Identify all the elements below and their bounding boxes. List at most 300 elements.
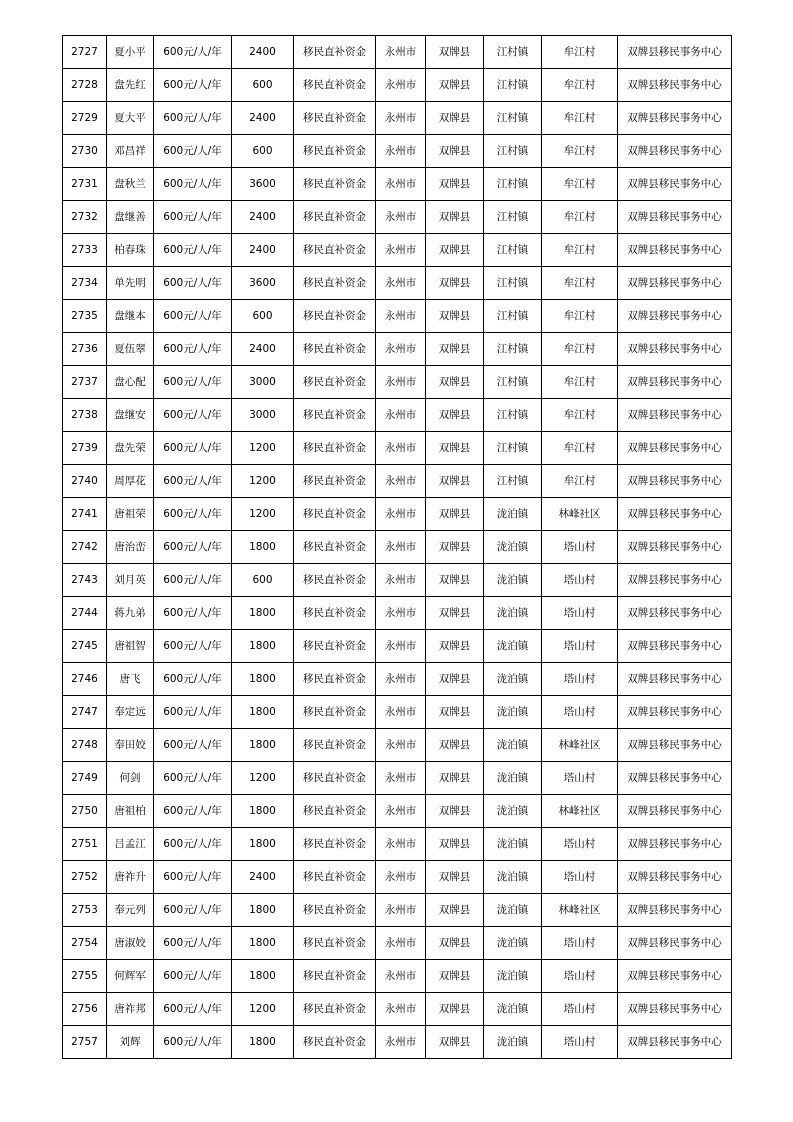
town-cell: 泷泊镇 [484, 531, 542, 564]
city-cell: 永州市 [376, 300, 426, 333]
fund-type-cell: 移民直补资金 [294, 960, 376, 993]
village-cell: 牟江村 [542, 69, 618, 102]
issuing-agency-cell: 双牌县移民事务中心 [618, 498, 732, 531]
subsidy-standard-cell: 600元/人/年 [154, 531, 232, 564]
serial-number-cell: 2734 [63, 267, 107, 300]
county-cell: 双牌县 [426, 465, 484, 498]
subsidy-standard-cell: 600元/人/年 [154, 663, 232, 696]
serial-number-cell: 2744 [63, 597, 107, 630]
subsidy-standard-cell: 600元/人/年 [154, 366, 232, 399]
city-cell: 永州市 [376, 663, 426, 696]
table-row [63, 300, 732, 333]
table-row [63, 762, 732, 795]
city-cell: 永州市 [376, 168, 426, 201]
city-cell: 永州市 [376, 36, 426, 69]
serial-number-cell: 2741 [63, 498, 107, 531]
village-cell: 牟江村 [542, 135, 618, 168]
amount-cell: 3600 [232, 267, 294, 300]
county-cell: 双牌县 [426, 828, 484, 861]
issuing-agency-cell: 双牌县移民事务中心 [618, 267, 732, 300]
table-row [63, 399, 732, 432]
amount-cell: 600 [232, 135, 294, 168]
village-cell: 林峰社区 [542, 894, 618, 927]
serial-number-cell: 2752 [63, 861, 107, 894]
city-cell: 永州市 [376, 630, 426, 663]
table-row [63, 102, 732, 135]
city-cell: 永州市 [376, 69, 426, 102]
issuing-agency-cell: 双牌县移民事务中心 [618, 960, 732, 993]
town-cell: 江村镇 [484, 432, 542, 465]
town-cell: 泷泊镇 [484, 696, 542, 729]
fund-type-cell: 移民直补资金 [294, 399, 376, 432]
amount-cell: 3600 [232, 168, 294, 201]
village-cell: 牟江村 [542, 102, 618, 135]
village-cell: 林峰社区 [542, 498, 618, 531]
serial-number-cell: 2745 [63, 630, 107, 663]
serial-number-cell: 2742 [63, 531, 107, 564]
village-cell: 塔山村 [542, 597, 618, 630]
table-row [63, 498, 732, 531]
name-cell: 盘先荣 [107, 432, 154, 465]
amount-cell: 1800 [232, 630, 294, 663]
amount-cell: 1800 [232, 1026, 294, 1059]
county-cell: 双牌县 [426, 234, 484, 267]
village-cell: 塔山村 [542, 663, 618, 696]
table-row [63, 729, 732, 762]
county-cell: 双牌县 [426, 564, 484, 597]
name-cell: 夏小平 [107, 36, 154, 69]
fund-type-cell: 移民直补资金 [294, 366, 376, 399]
amount-cell: 1800 [232, 960, 294, 993]
subsidy-standard-cell: 600元/人/年 [154, 795, 232, 828]
fund-type-cell: 移民直补资金 [294, 795, 376, 828]
amount-cell: 600 [232, 564, 294, 597]
subsidy-standard-cell: 600元/人/年 [154, 960, 232, 993]
county-cell: 双牌县 [426, 597, 484, 630]
village-cell: 塔山村 [542, 993, 618, 1026]
county-cell: 双牌县 [426, 69, 484, 102]
subsidy-standard-cell: 600元/人/年 [154, 564, 232, 597]
village-cell: 塔山村 [542, 630, 618, 663]
amount-cell: 1800 [232, 696, 294, 729]
town-cell: 江村镇 [484, 135, 542, 168]
amount-cell: 1800 [232, 927, 294, 960]
city-cell: 永州市 [376, 927, 426, 960]
county-cell: 双牌县 [426, 333, 484, 366]
table-row [63, 366, 732, 399]
table-row [63, 663, 732, 696]
serial-number-cell: 2728 [63, 69, 107, 102]
county-cell: 双牌县 [426, 762, 484, 795]
city-cell: 永州市 [376, 960, 426, 993]
village-cell: 牟江村 [542, 234, 618, 267]
amount-cell: 1200 [232, 465, 294, 498]
table-row [63, 333, 732, 366]
issuing-agency-cell: 双牌县移民事务中心 [618, 696, 732, 729]
name-cell: 盘心配 [107, 366, 154, 399]
subsidy-standard-cell: 600元/人/年 [154, 69, 232, 102]
name-cell: 刘月英 [107, 564, 154, 597]
county-cell: 双牌县 [426, 1026, 484, 1059]
amount-cell: 1200 [232, 762, 294, 795]
county-cell: 双牌县 [426, 729, 484, 762]
fund-type-cell: 移民直补资金 [294, 300, 376, 333]
name-cell: 盘继善 [107, 201, 154, 234]
name-cell: 刘辉 [107, 1026, 154, 1059]
county-cell: 双牌县 [426, 663, 484, 696]
subsidy-standard-cell: 600元/人/年 [154, 696, 232, 729]
serial-number-cell: 2755 [63, 960, 107, 993]
document-page [62, 35, 731, 1059]
county-cell: 双牌县 [426, 894, 484, 927]
issuing-agency-cell: 双牌县移民事务中心 [618, 168, 732, 201]
serial-number-cell: 2757 [63, 1026, 107, 1059]
town-cell: 泷泊镇 [484, 861, 542, 894]
amount-cell: 1200 [232, 993, 294, 1026]
table-row [63, 432, 732, 465]
fund-type-cell: 移民直补资金 [294, 102, 376, 135]
table-row [63, 1026, 732, 1059]
table-row [63, 564, 732, 597]
issuing-agency-cell: 双牌县移民事务中心 [618, 102, 732, 135]
name-cell: 单先明 [107, 267, 154, 300]
city-cell: 永州市 [376, 432, 426, 465]
amount-cell: 1800 [232, 795, 294, 828]
village-cell: 牟江村 [542, 267, 618, 300]
amount-cell: 1800 [232, 729, 294, 762]
fund-type-cell: 移民直补资金 [294, 201, 376, 234]
amount-cell: 2400 [232, 102, 294, 135]
amount-cell: 3000 [232, 366, 294, 399]
county-cell: 双牌县 [426, 993, 484, 1026]
serial-number-cell: 2736 [63, 333, 107, 366]
amount-cell: 2400 [232, 861, 294, 894]
name-cell: 盘秋兰 [107, 168, 154, 201]
table-row [63, 993, 732, 1026]
county-cell: 双牌县 [426, 300, 484, 333]
table-row [63, 861, 732, 894]
table-row [63, 531, 732, 564]
name-cell: 唐祚邦 [107, 993, 154, 1026]
issuing-agency-cell: 双牌县移民事务中心 [618, 399, 732, 432]
name-cell: 吕孟江 [107, 828, 154, 861]
name-cell: 唐治峦 [107, 531, 154, 564]
village-cell: 牟江村 [542, 36, 618, 69]
subsidy-standard-cell: 600元/人/年 [154, 135, 232, 168]
city-cell: 永州市 [376, 135, 426, 168]
fund-type-cell: 移民直补资金 [294, 267, 376, 300]
amount-cell: 1800 [232, 597, 294, 630]
fund-type-cell: 移民直补资金 [294, 465, 376, 498]
town-cell: 江村镇 [484, 168, 542, 201]
table-row [63, 267, 732, 300]
subsidy-standard-cell: 600元/人/年 [154, 300, 232, 333]
fund-type-cell: 移民直补资金 [294, 696, 376, 729]
issuing-agency-cell: 双牌县移民事务中心 [618, 531, 732, 564]
name-cell: 周厚花 [107, 465, 154, 498]
county-cell: 双牌县 [426, 630, 484, 663]
name-cell: 奉田姣 [107, 729, 154, 762]
city-cell: 永州市 [376, 993, 426, 1026]
city-cell: 永州市 [376, 267, 426, 300]
subsidy-standard-cell: 600元/人/年 [154, 729, 232, 762]
town-cell: 泷泊镇 [484, 828, 542, 861]
table-row [63, 465, 732, 498]
subsidy-standard-cell: 600元/人/年 [154, 432, 232, 465]
issuing-agency-cell: 双牌县移民事务中心 [618, 333, 732, 366]
table-row [63, 234, 732, 267]
name-cell: 夏伍翠 [107, 333, 154, 366]
table-row [63, 927, 732, 960]
county-cell: 双牌县 [426, 102, 484, 135]
village-cell: 塔山村 [542, 696, 618, 729]
county-cell: 双牌县 [426, 861, 484, 894]
fund-type-cell: 移民直补资金 [294, 630, 376, 663]
amount-cell: 2400 [232, 36, 294, 69]
city-cell: 永州市 [376, 795, 426, 828]
serial-number-cell: 2748 [63, 729, 107, 762]
town-cell: 江村镇 [484, 36, 542, 69]
town-cell: 江村镇 [484, 69, 542, 102]
city-cell: 永州市 [376, 564, 426, 597]
fund-type-cell: 移民直补资金 [294, 1026, 376, 1059]
subsidy-standard-cell: 600元/人/年 [154, 630, 232, 663]
name-cell: 夏大平 [107, 102, 154, 135]
village-cell: 塔山村 [542, 960, 618, 993]
subsidy-standard-cell: 600元/人/年 [154, 36, 232, 69]
fund-type-cell: 移民直补资金 [294, 498, 376, 531]
table-row [63, 630, 732, 663]
subsidy-standard-cell: 600元/人/年 [154, 828, 232, 861]
subsidy-standard-cell: 600元/人/年 [154, 333, 232, 366]
serial-number-cell: 2730 [63, 135, 107, 168]
amount-cell: 600 [232, 300, 294, 333]
fund-type-cell: 移民直补资金 [294, 894, 376, 927]
town-cell: 江村镇 [484, 234, 542, 267]
amount-cell: 1800 [232, 828, 294, 861]
fund-type-cell: 移民直补资金 [294, 729, 376, 762]
town-cell: 泷泊镇 [484, 597, 542, 630]
town-cell: 泷泊镇 [484, 762, 542, 795]
village-cell: 塔山村 [542, 1026, 618, 1059]
village-cell: 塔山村 [542, 564, 618, 597]
city-cell: 永州市 [376, 366, 426, 399]
table-row [63, 696, 732, 729]
table-row [63, 795, 732, 828]
fund-type-cell: 移民直补资金 [294, 69, 376, 102]
village-cell: 牟江村 [542, 366, 618, 399]
fund-type-cell: 移民直补资金 [294, 927, 376, 960]
town-cell: 江村镇 [484, 267, 542, 300]
town-cell: 江村镇 [484, 201, 542, 234]
serial-number-cell: 2750 [63, 795, 107, 828]
serial-number-cell: 2756 [63, 993, 107, 1026]
subsidy-standard-cell: 600元/人/年 [154, 762, 232, 795]
amount-cell: 1800 [232, 663, 294, 696]
city-cell: 永州市 [376, 729, 426, 762]
table-row [63, 894, 732, 927]
town-cell: 泷泊镇 [484, 927, 542, 960]
amount-cell: 600 [232, 69, 294, 102]
county-cell: 双牌县 [426, 960, 484, 993]
name-cell: 唐淑姣 [107, 927, 154, 960]
city-cell: 永州市 [376, 828, 426, 861]
town-cell: 泷泊镇 [484, 1026, 542, 1059]
county-cell: 双牌县 [426, 135, 484, 168]
serial-number-cell: 2729 [63, 102, 107, 135]
fund-type-cell: 移民直补资金 [294, 828, 376, 861]
fund-type-cell: 移民直补资金 [294, 168, 376, 201]
serial-number-cell: 2743 [63, 564, 107, 597]
name-cell: 唐祖柏 [107, 795, 154, 828]
village-cell: 塔山村 [542, 828, 618, 861]
amount-cell: 2400 [232, 201, 294, 234]
town-cell: 泷泊镇 [484, 960, 542, 993]
city-cell: 永州市 [376, 465, 426, 498]
village-cell: 牟江村 [542, 168, 618, 201]
issuing-agency-cell: 双牌县移民事务中心 [618, 795, 732, 828]
village-cell: 塔山村 [542, 927, 618, 960]
town-cell: 江村镇 [484, 399, 542, 432]
serial-number-cell: 2727 [63, 36, 107, 69]
subsidy-standard-cell: 600元/人/年 [154, 102, 232, 135]
name-cell: 盘继安 [107, 399, 154, 432]
serial-number-cell: 2753 [63, 894, 107, 927]
issuing-agency-cell: 双牌县移民事务中心 [618, 828, 732, 861]
name-cell: 盘继本 [107, 300, 154, 333]
county-cell: 双牌县 [426, 795, 484, 828]
table-row [63, 828, 732, 861]
town-cell: 江村镇 [484, 300, 542, 333]
table-row [63, 201, 732, 234]
town-cell: 泷泊镇 [484, 795, 542, 828]
county-cell: 双牌县 [426, 531, 484, 564]
village-cell: 牟江村 [542, 333, 618, 366]
subsidy-standard-cell: 600元/人/年 [154, 861, 232, 894]
issuing-agency-cell: 双牌县移民事务中心 [618, 597, 732, 630]
village-cell: 牟江村 [542, 432, 618, 465]
serial-number-cell: 2746 [63, 663, 107, 696]
village-cell: 林峰社区 [542, 795, 618, 828]
town-cell: 泷泊镇 [484, 894, 542, 927]
issuing-agency-cell: 双牌县移民事务中心 [618, 300, 732, 333]
table-row [63, 135, 732, 168]
issuing-agency-cell: 双牌县移民事务中心 [618, 729, 732, 762]
name-cell: 唐祖智 [107, 630, 154, 663]
town-cell: 泷泊镇 [484, 663, 542, 696]
county-cell: 双牌县 [426, 498, 484, 531]
name-cell: 唐祚升 [107, 861, 154, 894]
amount-cell: 3000 [232, 399, 294, 432]
county-cell: 双牌县 [426, 399, 484, 432]
fund-type-cell: 移民直补资金 [294, 531, 376, 564]
issuing-agency-cell: 双牌县移民事务中心 [618, 630, 732, 663]
issuing-agency-cell: 双牌县移民事务中心 [618, 663, 732, 696]
town-cell: 泷泊镇 [484, 498, 542, 531]
fund-type-cell: 移民直补资金 [294, 333, 376, 366]
town-cell: 泷泊镇 [484, 729, 542, 762]
issuing-agency-cell: 双牌县移民事务中心 [618, 894, 732, 927]
subsidy-standard-cell: 600元/人/年 [154, 201, 232, 234]
serial-number-cell: 2733 [63, 234, 107, 267]
table-row [63, 36, 732, 69]
city-cell: 永州市 [376, 531, 426, 564]
county-cell: 双牌县 [426, 267, 484, 300]
subsidy-standard-cell: 600元/人/年 [154, 399, 232, 432]
fund-type-cell: 移民直补资金 [294, 36, 376, 69]
city-cell: 永州市 [376, 597, 426, 630]
fund-type-cell: 移民直补资金 [294, 993, 376, 1026]
table-row [63, 69, 732, 102]
village-cell: 牟江村 [542, 300, 618, 333]
city-cell: 永州市 [376, 498, 426, 531]
fund-type-cell: 移民直补资金 [294, 762, 376, 795]
issuing-agency-cell: 双牌县移民事务中心 [618, 36, 732, 69]
amount-cell: 1800 [232, 894, 294, 927]
city-cell: 永州市 [376, 234, 426, 267]
issuing-agency-cell: 双牌县移民事务中心 [618, 432, 732, 465]
serial-number-cell: 2735 [63, 300, 107, 333]
name-cell: 何辉军 [107, 960, 154, 993]
amount-cell: 1200 [232, 432, 294, 465]
city-cell: 永州市 [376, 696, 426, 729]
city-cell: 永州市 [376, 102, 426, 135]
amount-cell: 1200 [232, 498, 294, 531]
village-cell: 牟江村 [542, 465, 618, 498]
subsidy-standard-cell: 600元/人/年 [154, 168, 232, 201]
issuing-agency-cell: 双牌县移民事务中心 [618, 1026, 732, 1059]
table-row [63, 168, 732, 201]
subsidy-standard-cell: 600元/人/年 [154, 465, 232, 498]
issuing-agency-cell: 双牌县移民事务中心 [618, 861, 732, 894]
fund-type-cell: 移民直补资金 [294, 234, 376, 267]
name-cell: 唐祖荣 [107, 498, 154, 531]
name-cell: 何剑 [107, 762, 154, 795]
village-cell: 塔山村 [542, 762, 618, 795]
issuing-agency-cell: 双牌县移民事务中心 [618, 201, 732, 234]
serial-number-cell: 2749 [63, 762, 107, 795]
name-cell: 蒋九弟 [107, 597, 154, 630]
issuing-agency-cell: 双牌县移民事务中心 [618, 135, 732, 168]
city-cell: 永州市 [376, 1026, 426, 1059]
serial-number-cell: 2731 [63, 168, 107, 201]
village-cell: 牟江村 [542, 399, 618, 432]
issuing-agency-cell: 双牌县移民事务中心 [618, 762, 732, 795]
serial-number-cell: 2738 [63, 399, 107, 432]
issuing-agency-cell: 双牌县移民事务中心 [618, 927, 732, 960]
amount-cell: 2400 [232, 333, 294, 366]
village-cell: 塔山村 [542, 531, 618, 564]
town-cell: 泷泊镇 [484, 630, 542, 663]
fund-type-cell: 移民直补资金 [294, 861, 376, 894]
village-cell: 牟江村 [542, 201, 618, 234]
town-cell: 泷泊镇 [484, 564, 542, 597]
city-cell: 永州市 [376, 762, 426, 795]
county-cell: 双牌县 [426, 927, 484, 960]
roster-body [63, 36, 732, 1059]
name-cell: 柏春珠 [107, 234, 154, 267]
name-cell: 奉元列 [107, 894, 154, 927]
subsidy-standard-cell: 600元/人/年 [154, 894, 232, 927]
city-cell: 永州市 [376, 201, 426, 234]
town-cell: 江村镇 [484, 366, 542, 399]
table-row [63, 597, 732, 630]
town-cell: 江村镇 [484, 333, 542, 366]
subsidy-standard-cell: 600元/人/年 [154, 597, 232, 630]
subsidy-standard-cell: 600元/人/年 [154, 234, 232, 267]
fund-type-cell: 移民直补资金 [294, 597, 376, 630]
name-cell: 盘先红 [107, 69, 154, 102]
